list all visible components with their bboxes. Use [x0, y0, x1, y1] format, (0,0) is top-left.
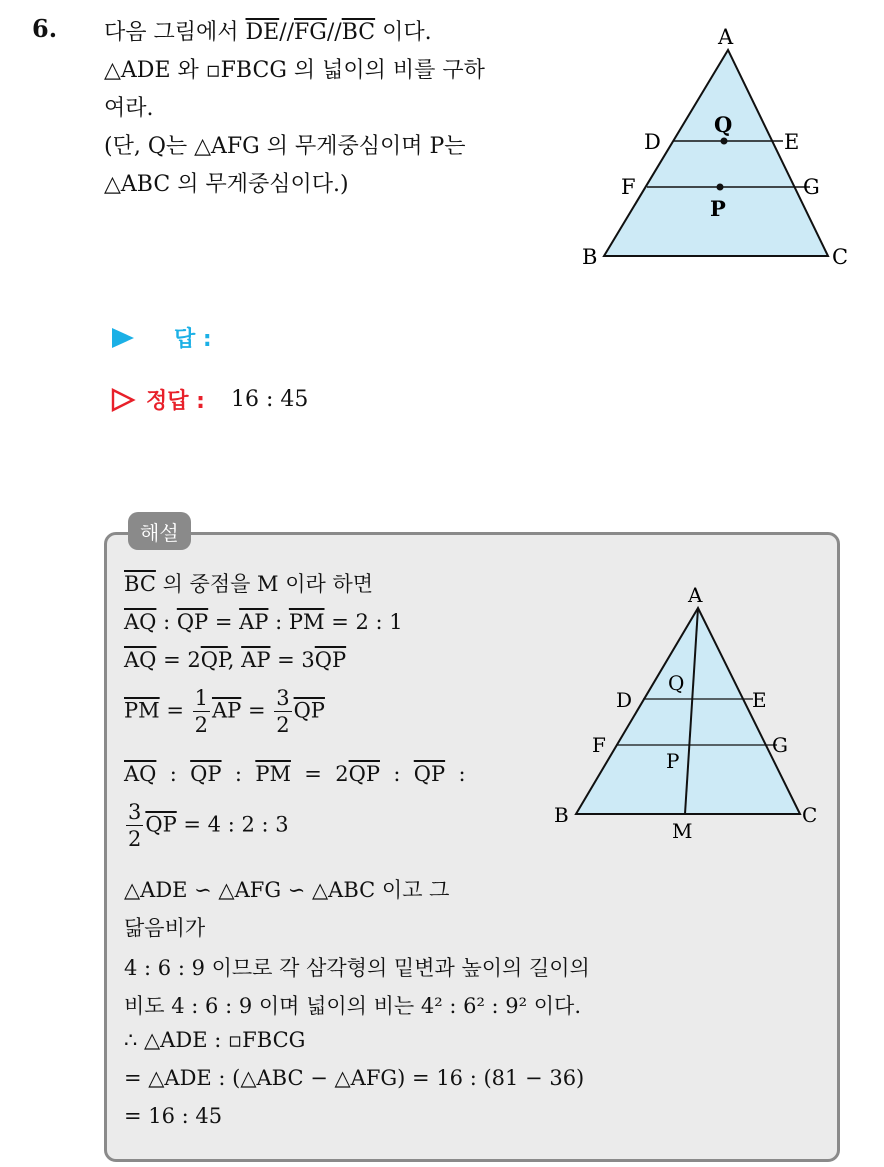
solution-text: = [159, 698, 191, 723]
question-text [104, 14, 485, 204]
solution-line-3 [124, 648, 346, 672]
solution-text: : [156, 762, 191, 786]
parallel-symbol: // [279, 20, 295, 45]
correct-answer-label: 정답 : [146, 389, 205, 414]
fraction [126, 802, 143, 850]
label-f: F [621, 175, 636, 199]
point-p-dot [717, 184, 724, 191]
solution-line-9: 4 : 6 : 9 이므로 각 삼각형의 밑변과 높이의 길이의 [124, 956, 590, 980]
solution-text: = 2 [290, 762, 349, 786]
question-text-part: 다음 그림에서 [104, 20, 246, 45]
label-g: G [803, 175, 820, 199]
label-c: C [832, 245, 849, 269]
fraction [274, 688, 291, 736]
question-line-2: △ADE 와 ▫FBCG 의 넓이의 비를 구하 [104, 58, 485, 83]
solution-text: = 3 [270, 648, 315, 672]
solution-line-6 [124, 802, 289, 850]
solution-line-5 [124, 762, 466, 786]
segment: $\overline{QP}$ [293, 698, 325, 723]
label-m: M [672, 819, 693, 843]
question-line-1 [104, 14, 485, 52]
solution-text: : [221, 762, 256, 786]
numerator: 3 [276, 686, 290, 710]
numerator: 1 [194, 686, 208, 710]
label-p: P [666, 749, 680, 773]
point-q-dot [721, 138, 728, 145]
denominator: 2 [194, 713, 208, 737]
solution-text: = [241, 698, 273, 723]
outline-arrow-icon [110, 388, 136, 412]
label-d: D [644, 130, 661, 154]
label-p: P [710, 196, 726, 221]
solution-line-7: △ADE ∽ △AFG ∽ △ABC 이고 그 [124, 878, 450, 902]
triangle-figure-2 [548, 578, 828, 846]
segment: $\overline{AP}$ [239, 610, 269, 634]
solution-text: = 2 [156, 648, 201, 672]
segment: $\overline{BC}$ [124, 572, 156, 596]
solution-line-4 [124, 688, 325, 736]
segment: $\overline{QP}$ [314, 648, 347, 672]
fraction [193, 688, 210, 736]
solution-text: : [156, 610, 177, 634]
segment-bc: $\overline{BC}$ [341, 20, 376, 45]
segment: $\overline{PM}$ [124, 698, 160, 723]
label-g: G [772, 733, 788, 757]
segment-de: $\overline{DE}$ [245, 20, 280, 45]
label-q: Q [714, 112, 733, 137]
triangle-figure-1 [576, 20, 856, 276]
solution-text: = [208, 610, 240, 634]
segment-fg: $\overline{FG}$ [294, 20, 327, 45]
solution-line-1 [124, 568, 373, 598]
segment: $\overline{QP}$ [348, 762, 380, 786]
label-f: F [592, 733, 606, 757]
segment: $\overline{QP}$ [413, 762, 446, 786]
solution-line-11: ∴ △ADE : ▫FBCG [124, 1028, 306, 1052]
parallel-symbol: // [326, 20, 342, 45]
answer-label: 답 : [174, 327, 212, 352]
label-e: E [784, 130, 800, 154]
denominator: 2 [128, 827, 142, 851]
segment: $\overline{PM}$ [255, 762, 291, 786]
segment: $\overline{QP}$ [145, 812, 177, 837]
segment: $\overline{QP}$ [176, 610, 209, 634]
label-a: A [688, 583, 703, 607]
solution-text: : [445, 762, 466, 786]
correct-answer-value: 16 : 45 [230, 387, 309, 412]
segment: $\overline{QP}$ [200, 648, 228, 672]
segment: $\overline{AP}$ [211, 698, 242, 723]
segment: $\overline{QP}$ [190, 762, 222, 786]
question-text-part: 이다. [375, 20, 432, 45]
segment: $\overline{AQ}$ [124, 762, 157, 786]
label-d: D [616, 688, 633, 712]
solution-line-8: 닮음비가 [124, 916, 206, 940]
solution-text: , [227, 648, 242, 672]
play-arrow-icon [110, 327, 136, 349]
solution-text: : [268, 610, 289, 634]
solution-line-13: = 16 : 45 [124, 1104, 223, 1128]
solution-tag: 해설 [128, 512, 191, 550]
question-line-3: 여라. [104, 96, 154, 121]
label-e: E [752, 688, 767, 712]
solution-text: = 4 : 2 : 3 [176, 812, 289, 837]
segment: $\overline{AQ}$ [124, 610, 157, 634]
question-number: 6. [32, 14, 58, 43]
question-line-4: (단, Q는 △AFG 의 무게중심이며 P는 [104, 134, 466, 159]
segment: $\overline{AP}$ [241, 648, 271, 672]
solution-text: 의 중점을 M 이라 하면 [155, 572, 374, 596]
correct-answer-row [110, 384, 308, 415]
solution-line-12: = △ADE : (△ABC − △AFG) = 16 : (81 − 36) [124, 1066, 585, 1090]
question-line-5: △ABC 의 무게중심이다.) [104, 172, 349, 197]
solution-line-2 [124, 610, 403, 634]
label-c: C [802, 803, 818, 827]
label-b: B [554, 803, 569, 827]
solution-text: = 2 : 1 [324, 610, 403, 634]
label-b: B [582, 245, 598, 269]
solution-text: : [379, 762, 414, 786]
solution-line-10: 비도 4 : 6 : 9 이며 넓이의 비는 4² : 6² : 9² 이다. [124, 994, 581, 1018]
segment: $\overline{PM}$ [288, 610, 325, 634]
label-q: Q [668, 671, 685, 695]
numerator: 3 [128, 800, 142, 824]
denominator: 2 [276, 713, 290, 737]
label-a: A [718, 25, 734, 49]
segment: $\overline{AQ}$ [124, 648, 157, 672]
answer-row [110, 322, 212, 353]
